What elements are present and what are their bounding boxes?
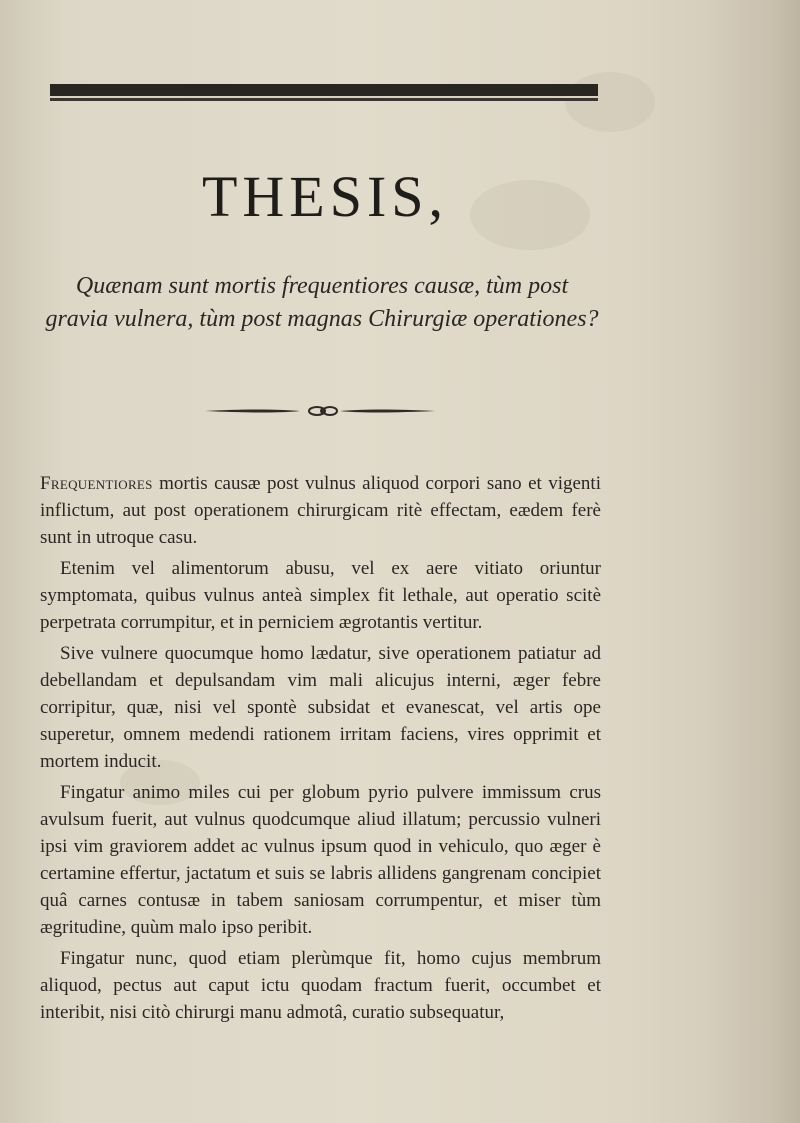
paragraph-text: Fingatur animo miles cui per globum pyrio pulvere immissum crus avulsum fuerit, aut vulnus quodcumque aliud illatum; percussio vulneri ipsi vim graviorem addet ac vulnus ipsum quod in vehiculo, quo æger è certamine effertur, jactatum et suis se labris allidens gangrenam concipiet quâ carnes contusæ in tabem saniosam corrumpentur, et miser tùm ægritudine, quùm malo ipso peribit. [40,782,601,938]
paragraph-text: Sive vulnere quocumque homo lædatur, sive operationem patiatur ad debellandam et depulsandam vim mali alicujus interni, æger febre corripitur, quæ, nisi vel spontè subsidat et evanescat, vel artis ope superetur, omnem medendi rationem irritam faciens, vires opprimit et mortem inducit. [40,643,601,772]
paragraph-text: Etenim vel alimentorum abusu, vel ex aere vitiato oriuntur symptomata, quibus vulnus anteà simplex fit lethale, aut operatio scitè perpetrata corrumpitur, et in perniciem ægrotantis vertitur. [40,558,601,633]
decorative-top-rule [50,84,598,98]
paragraph-2 [40,555,601,636]
page-title: THESIS, [201,164,449,229]
page-edge-shadow [705,0,800,1123]
paragraph-4 [40,779,601,941]
paper-stain [565,72,655,132]
body-text [40,470,601,1030]
paragraph-5 [40,945,601,1026]
thesis-question: Quænam sunt mortis frequentiores causæ, tùm post gravia vulnera, tùm post magnas Chirurgiæ operationes? [45,273,599,333]
paragraph-3 [40,640,601,775]
paragraph-1 [40,470,601,551]
lead-word: Frequentiores [40,473,153,494]
ornamental-divider [205,401,435,421]
paragraph-text: Fingatur nunc, quod etiam plerùmque fit, homo cujus membrum aliquod, pectus aut caput ictu quodam fractum fuerit, occumbet et interibit, nisi citò chirurgi manu admotâ, curatio subsequatur, [40,948,601,1023]
paragraph-text: mortis causæ post vulnus aliquod corpori sano et vigenti inflictum, aut post operationem chirurgicam ritè effectam, eædem ferè sunt in utroque casu. [40,473,601,548]
